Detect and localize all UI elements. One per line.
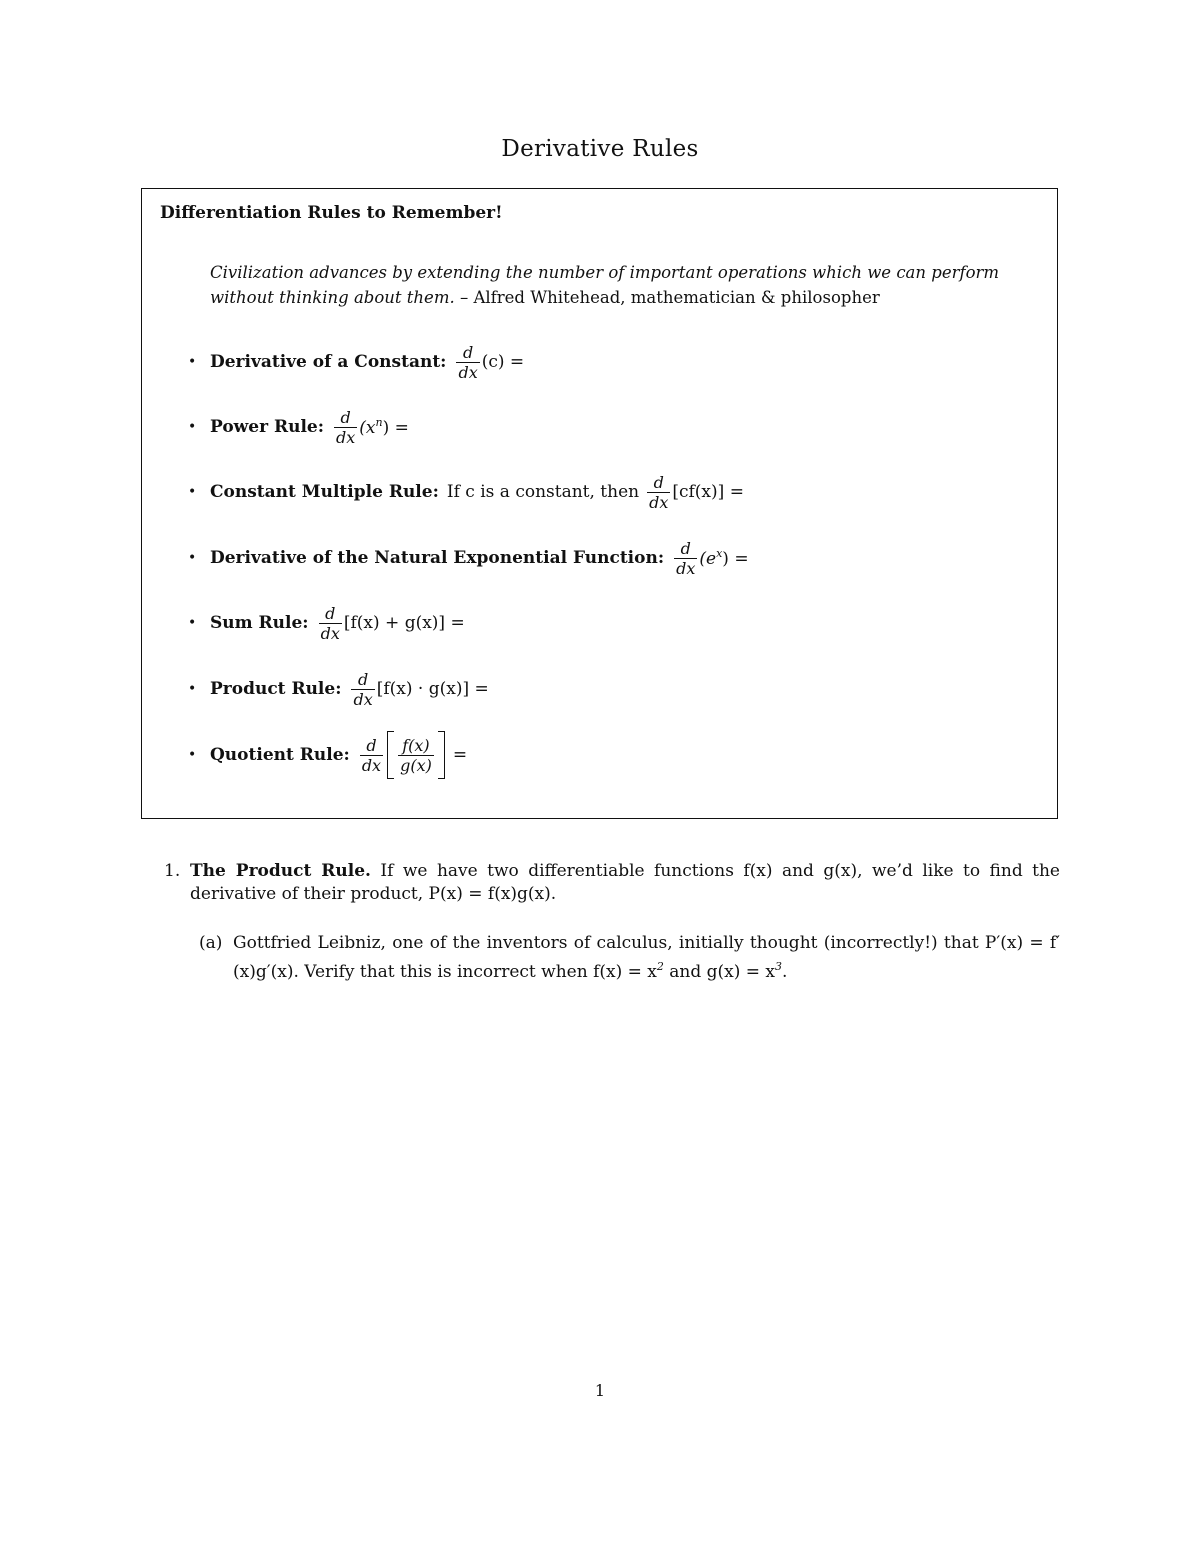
- problem-body: [190, 860, 1060, 906]
- problem-1: [164, 860, 1060, 906]
- expr-open: (x: [359, 418, 376, 438]
- quotient-fraction: [398, 736, 434, 775]
- expr-close: ) =: [722, 549, 749, 569]
- quote-attribution: – Alfred Whitehead, mathematician & philosopher: [454, 288, 880, 307]
- rule-expression: [cf(x)] =: [672, 482, 744, 502]
- frac-denominator: g(x): [400, 755, 432, 775]
- frac-denominator: dx: [458, 362, 478, 382]
- problem-1a: [199, 931, 1060, 984]
- rule-expression: [359, 416, 409, 438]
- d-dx-fraction: [647, 473, 670, 512]
- rule-expression: [f(x) · g(x)] =: [376, 679, 489, 699]
- rule-quotient: [188, 729, 467, 781]
- problem-number: 1.: [164, 861, 181, 881]
- d-dx-fraction: [674, 539, 697, 578]
- d-dx-fraction: [351, 670, 374, 709]
- quote: [210, 260, 1030, 310]
- frac-denominator: dx: [361, 755, 382, 775]
- left-bracket: [387, 731, 394, 779]
- rule-product: [188, 663, 489, 715]
- d-dx-fraction: [456, 343, 479, 382]
- expr-superscript: n: [375, 416, 383, 429]
- superscript: 2: [656, 960, 664, 973]
- rule-power: [188, 401, 409, 453]
- rule-label: Constant Multiple Rule:: [210, 482, 439, 502]
- rule-label: Product Rule:: [210, 679, 342, 699]
- rule-label: Sum Rule:: [210, 613, 309, 633]
- frac-denominator: dx: [649, 492, 669, 512]
- expr-open: (e: [699, 549, 717, 569]
- quote-text: Civilization advances by extending the number of important operations which we can perform without thinking about them.: [210, 263, 1000, 307]
- frac-denominator: dx: [320, 623, 340, 643]
- frac-numerator: f(x): [402, 735, 430, 755]
- right-bracket: [438, 731, 445, 779]
- frac-denominator: dx: [353, 689, 373, 709]
- rule-sum: [188, 597, 465, 649]
- rule-label: Power Rule:: [210, 417, 325, 437]
- page-number: 1: [594, 1381, 606, 1400]
- subpart-text: and g(x) = x: [663, 962, 776, 982]
- rule-constant: [188, 336, 524, 388]
- subpart-label: (a): [199, 933, 223, 953]
- expr-superscript: x: [716, 547, 723, 560]
- rule-expression: [f(x) + g(x)] =: [343, 613, 465, 633]
- bullet-icon: •: [188, 747, 197, 763]
- problem-text: If we have two differentiable functions f(x) and g(x), we’d like to find the derivative of their product, P(x) = f(x)g(x).: [190, 861, 1060, 904]
- subpart-text: .: [782, 962, 788, 982]
- rule-exponential: [188, 532, 749, 584]
- bullet-icon: •: [188, 550, 197, 566]
- quotient-expression: [385, 731, 447, 779]
- frac-numerator: d: [366, 735, 377, 755]
- d-dx-fraction: [360, 736, 383, 775]
- subpart-text: Gottfried Leibniz, one of the inventors of calculus, initially thought (incorrectly!) that P′(x) = f′(x)g′(x). Verify that this is incorrect when f(x) = x: [233, 933, 1060, 982]
- d-dx-fraction: [319, 604, 342, 643]
- frac-numerator: d: [357, 669, 369, 689]
- rule-expression: =: [452, 745, 468, 765]
- subpart-body: [233, 931, 1060, 984]
- frac-numerator: d: [462, 342, 474, 362]
- page-title: Derivative Rules: [501, 136, 699, 162]
- frac-numerator: d: [680, 538, 691, 558]
- box-heading: Differentiation Rules to Remember!: [160, 203, 503, 223]
- expr-close: ) =: [382, 418, 409, 438]
- frac-numerator: d: [325, 603, 336, 623]
- frac-denominator: dx: [336, 427, 356, 447]
- rule-expression: (c) =: [481, 352, 525, 372]
- frac-denominator: dx: [676, 558, 696, 578]
- bullet-icon: •: [188, 615, 197, 631]
- rule-constant-multiple: [188, 466, 744, 518]
- rules-box: [141, 188, 1058, 819]
- problem-label: The Product Rule.: [190, 861, 371, 881]
- rule-condition: If c is a constant, then: [446, 482, 640, 502]
- rule-expression: [699, 547, 748, 569]
- bullet-icon: •: [188, 354, 197, 370]
- d-dx-fraction: [334, 408, 357, 447]
- bullet-icon: •: [188, 484, 197, 500]
- rule-label: Quotient Rule:: [210, 745, 350, 765]
- frac-numerator: d: [340, 407, 351, 427]
- superscript: 3: [775, 960, 783, 973]
- rule-label: Derivative of a Constant:: [210, 352, 447, 372]
- bullet-icon: •: [188, 681, 197, 697]
- frac-numerator: d: [653, 472, 664, 492]
- bullet-icon: •: [188, 419, 197, 435]
- rule-label: Derivative of the Natural Exponential Function:: [210, 548, 665, 568]
